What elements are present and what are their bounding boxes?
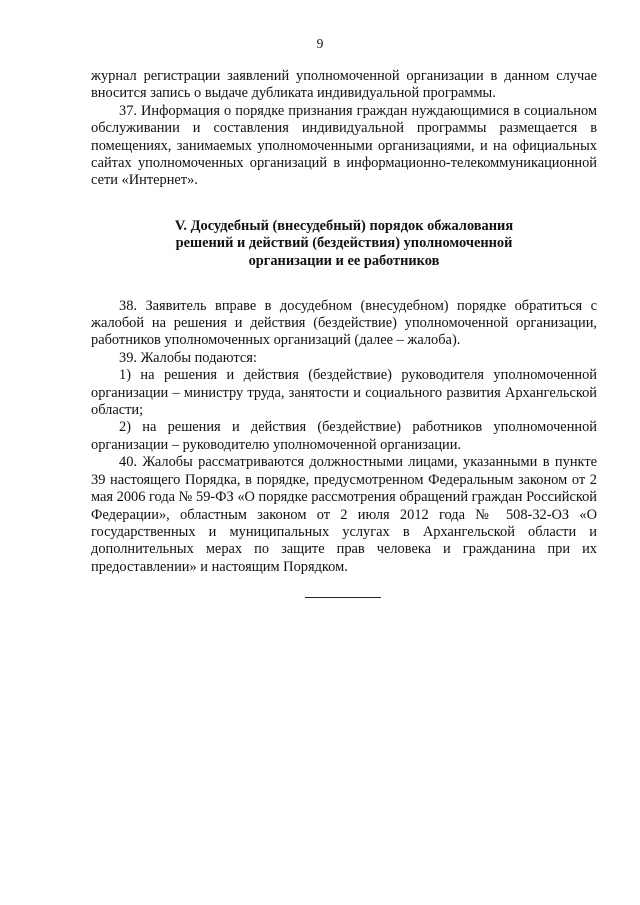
- paragraph-39-item-2: 2) на решения и действия (бездействие) работников уполномоченной организации – руководителю уполномоченной организации.: [91, 419, 597, 453]
- paragraph-40: 40. Жалобы рассматриваются должностными лицами, указанными в пункте 39 настоящего Порядка, в порядке, предусмотренном Федеральным законом от 2 мая 2006 года № 59-ФЗ «О порядке рассмотрения обращений граждан Российской Федерации», областным законом от 2 июля 2012 года № 508-32-ОЗ «О государственных и муниципальных услугах в Архангельской области и дополнительных мерах по защите прав человека и гражданина при их предоставлении» и настоящим Порядком.: [91, 454, 597, 575]
- section-heading-line: решений и действий (бездействия) уполномоченной: [175, 235, 513, 252]
- section-heading-line: организации и ее работников: [248, 253, 440, 270]
- paragraph-37: 37. Информация о порядке признания граждан нуждающимися в социальном обслуживании и составления индивидуальной программы размещается в помещениях, занимаемых уполномоченными организациями, и на официальных сайтах уполномоченных организаций в информационно-телекоммуникационной сети «Интернет».: [91, 102, 597, 189]
- paragraph-continuation: журнал регистрации заявлений уполномоченной организации в данном случае вносится запись о выдаче дубликата индивидуальной программы.: [91, 68, 597, 102]
- paragraph-39: 39. Жалобы подаются:: [119, 349, 257, 366]
- end-separator-line: [305, 597, 381, 598]
- document-body: [91, 68, 597, 576]
- section-heading-line: V. Досудебный (внесудебный) порядок обжалования: [174, 217, 514, 234]
- page-number: 9: [316, 36, 324, 51]
- section-heading: [91, 218, 597, 271]
- paragraph-39-item-1: 1) на решения и действия (бездействие) руководителя уполномоченной организации – министру труда, занятости и социального развития Архангельской области;: [91, 367, 597, 419]
- paragraph-38: 38. Заявитель вправе в досудебном (внесудебном) порядке обратиться с жалобой на решения и действия (бездействие) уполномоченной организации, работников уполномоченных организаций (далее – жалоба).: [91, 297, 597, 349]
